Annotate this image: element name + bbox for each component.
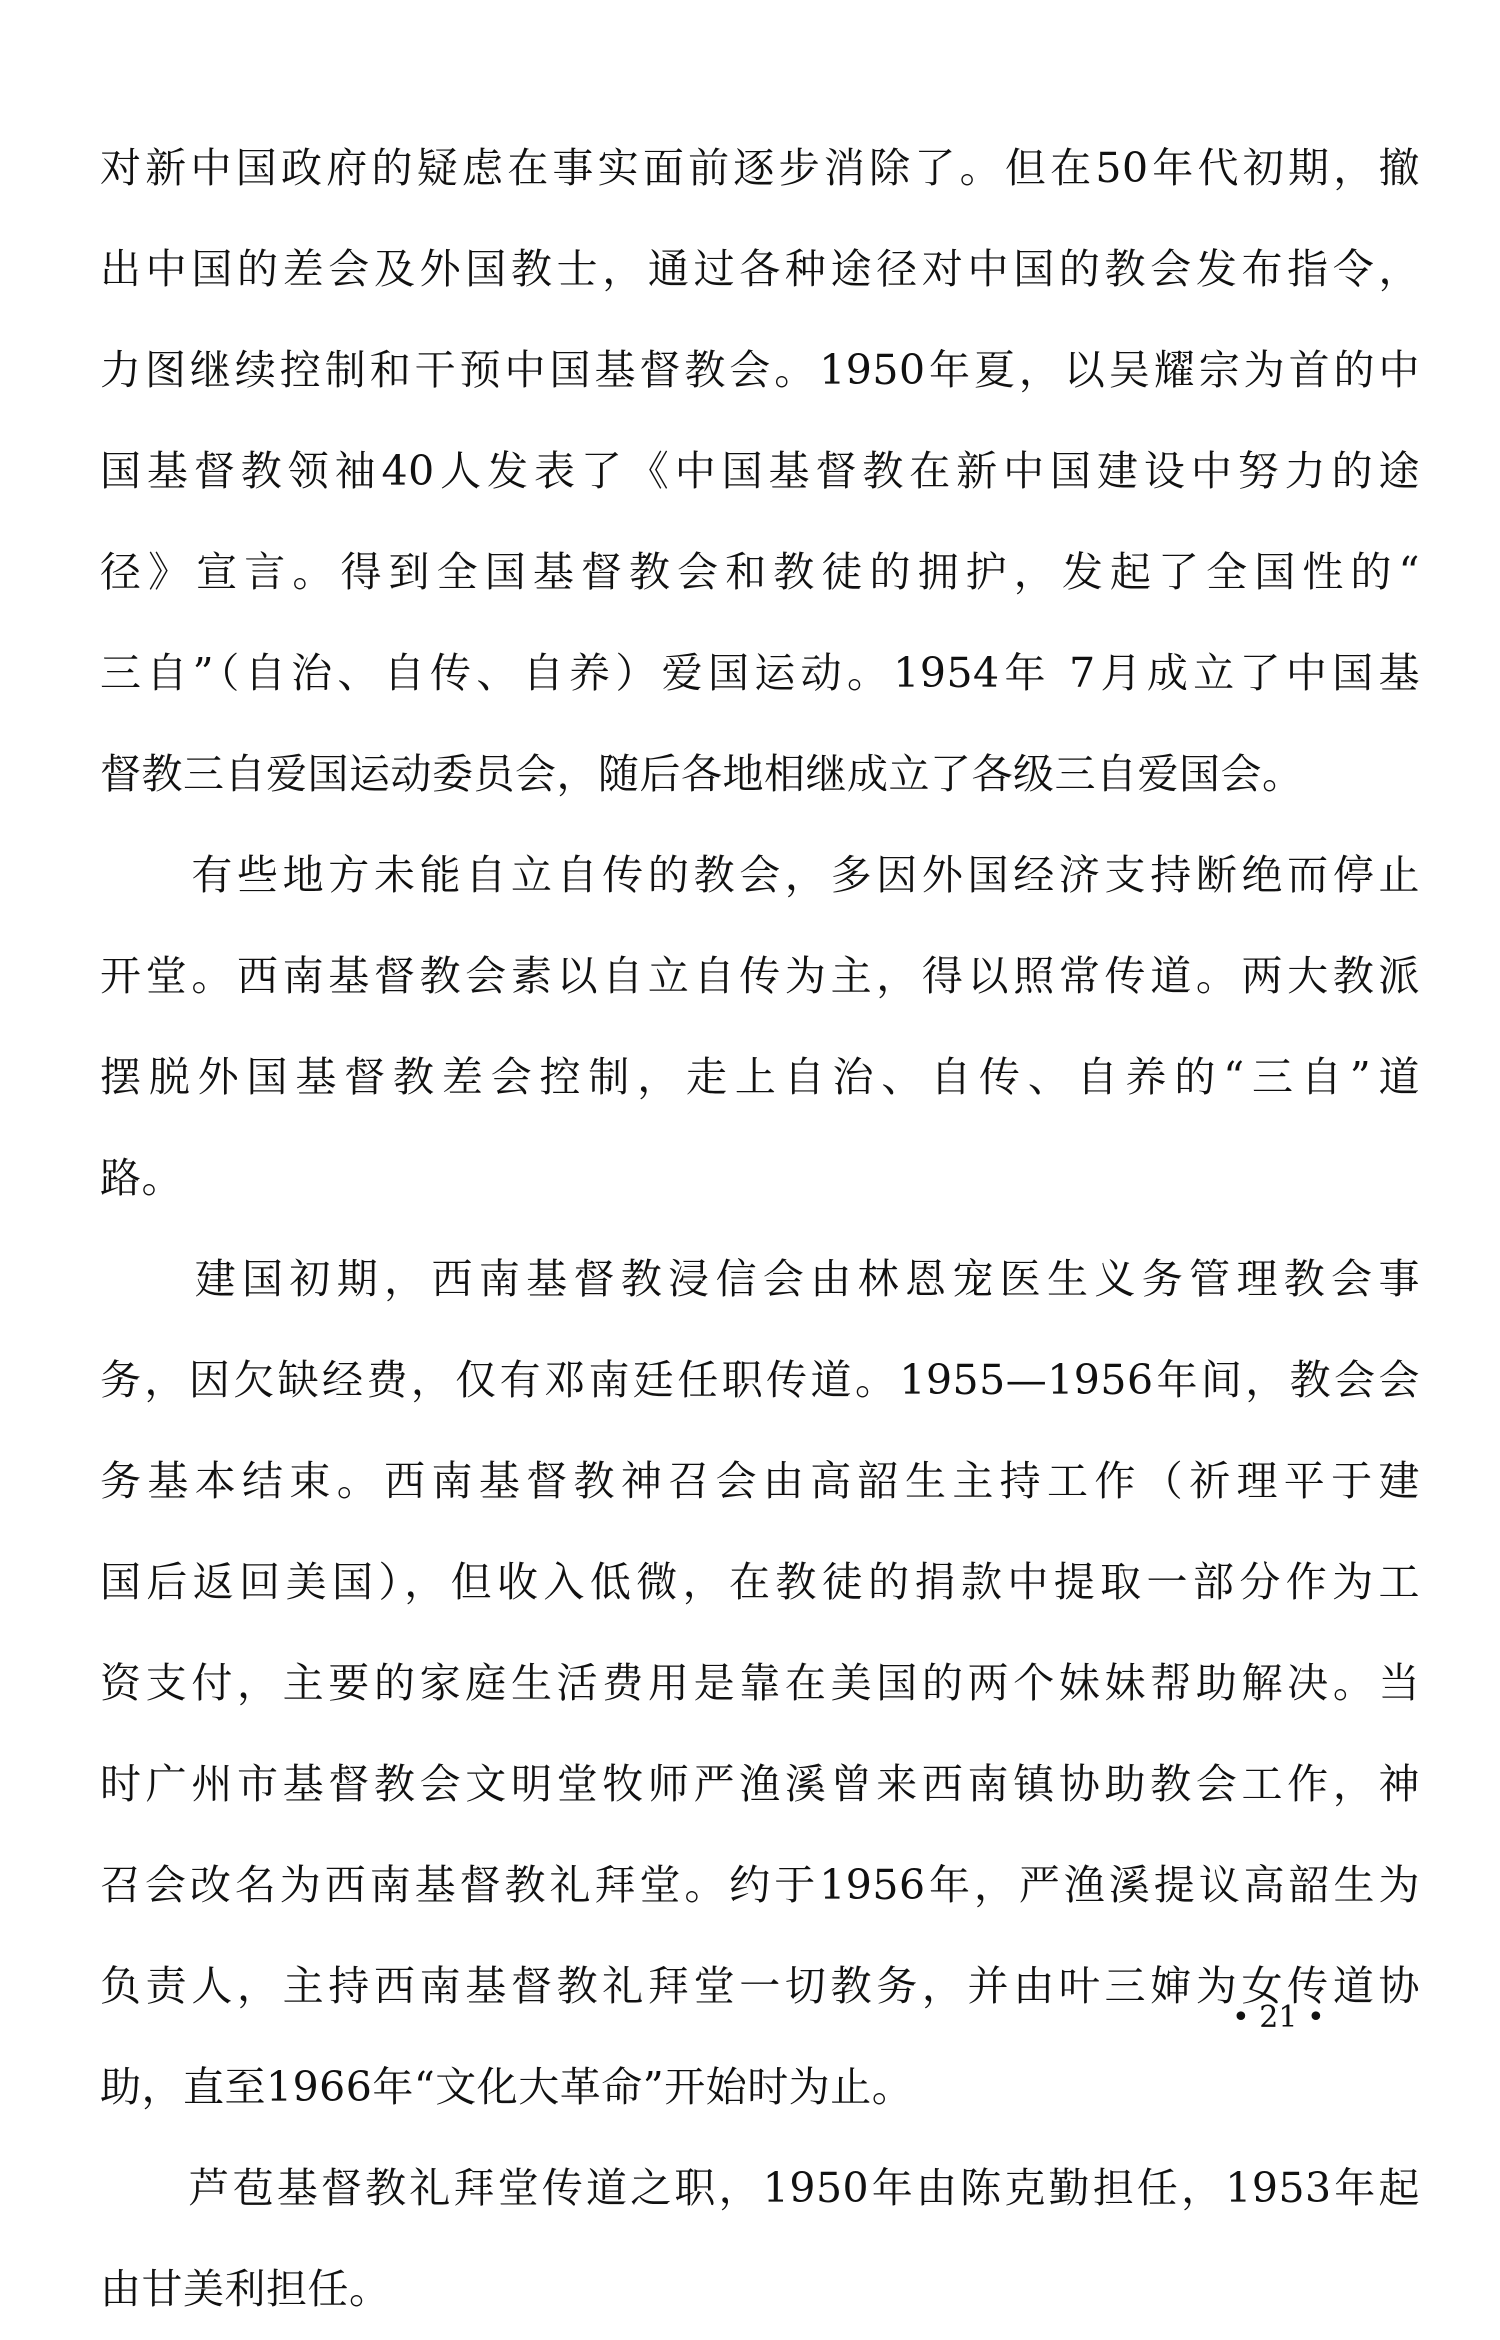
text-line: 径》宣言。得到全国基督教会和教徒的拥护，发起了全国性的“ — [100, 548, 1420, 596]
text-line: 路。 — [100, 1154, 183, 1202]
paragraph-4 — [100, 2138, 1420, 2340]
text-line: 力图继续控制和干预中国基督教会。1950年夏，以吴耀宗为首的中 — [100, 346, 1420, 394]
text-line: 建国初期，西南基督教浸信会由林恩宠医生义务管理教会事 — [100, 1255, 1420, 1303]
text-line: 助，直至1966年“文化大革命”开始时为止。 — [100, 2063, 914, 2111]
text-line: 负责人，主持西南基督教礼拜堂一切教务，并由叶三婶为女传道协 — [100, 1962, 1420, 2010]
text-line: 摆脱外国基督教差会控制，走上自治、自传、自养的“三自”道 — [100, 1053, 1420, 1101]
text-line: 开堂。西南基督教会素以自立自传为主，得以照常传道。两大教派 — [100, 952, 1420, 1000]
text-line: 有些地方未能自立自传的教会，多因外国经济支持断绝而停止 — [100, 851, 1420, 899]
text-line: 务基本结束。西南基督教神召会由高韶生主持工作（祈理平于建 — [100, 1457, 1420, 1505]
text-line: 国后返回美国），但收入低微，在教徒的捐款中提取一部分作为工 — [100, 1558, 1420, 1606]
text-line: 出中国的差会及外国教士，通过各种途径对中国的教会发布指令， — [100, 245, 1420, 293]
text-line: 由甘美利担任。 — [100, 2265, 391, 2313]
text-line: 芦苞基督教礼拜堂传道之职，1950年由陈克勤担任，1953年起 — [100, 2164, 1420, 2212]
page-number: • 21 • — [1232, 2000, 1325, 2035]
paragraph-1 — [100, 118, 1420, 825]
body-text — [100, 118, 1420, 2340]
paragraph-3 — [100, 1229, 1420, 2138]
text-line: 国基督教领袖40人发表了《中国基督教在新中国建设中努力的途 — [100, 447, 1420, 495]
paragraph-2 — [100, 825, 1420, 1229]
text-line: 督教三自爱国运动委员会，随后各地相继成立了各级三自爱国会。 — [100, 750, 1304, 798]
text-line: 召会改名为西南基督教礼拜堂。约于1956年，严渔溪提议高韶生为 — [100, 1861, 1420, 1909]
text-line: 时广州市基督教会文明堂牧师严渔溪曾来西南镇协助教会工作，神 — [100, 1760, 1420, 1808]
text-line: 对新中国政府的疑虑在事实面前逐步消除了。但在50年代初期，撤 — [100, 144, 1420, 192]
text-line: 务，因欠缺经费，仅有邓南廷任职传道。1955—1956年间，教会会 — [100, 1356, 1420, 1404]
text-line: 资支付，主要的家庭生活费用是靠在美国的两个妹妹帮助解决。当 — [100, 1659, 1420, 1707]
text-line: 三自”（自治、自传、自养）爱国运动。1954年 7月成立了中国基 — [100, 649, 1420, 697]
